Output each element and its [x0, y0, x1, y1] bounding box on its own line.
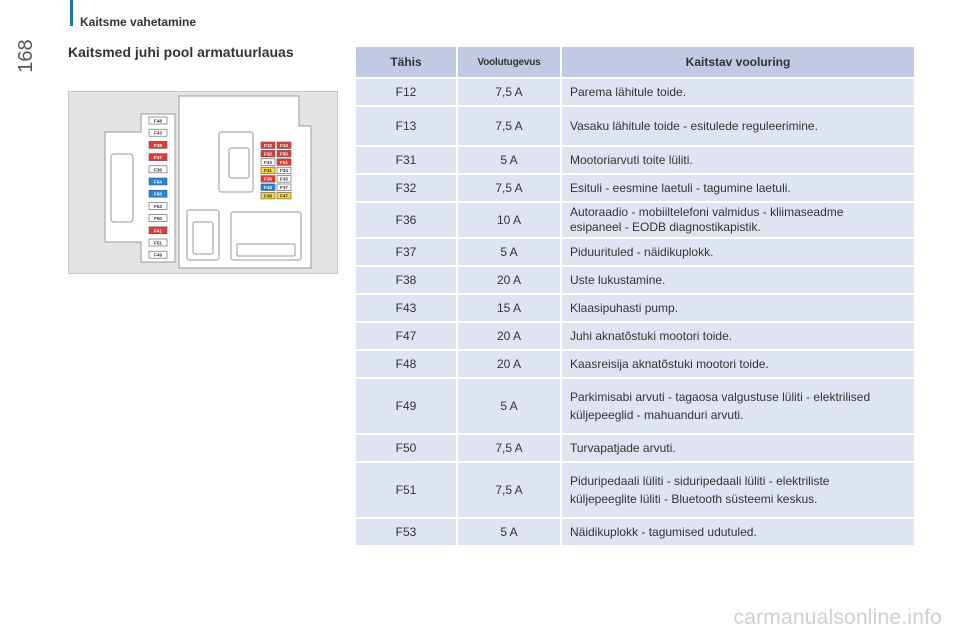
table-row — [356, 79, 914, 107]
right-fuse — [261, 192, 275, 199]
fuse-amperage-cell: 5 A — [458, 147, 562, 175]
left-fuse — [149, 251, 167, 258]
left-fuse — [149, 154, 167, 161]
fuse-description-cell — [562, 323, 914, 351]
fuse-description-cell — [562, 379, 914, 435]
right-fuse — [277, 167, 291, 174]
fusebox-inner-block-2 — [229, 148, 249, 178]
right-fuse-label: F38 — [264, 193, 272, 199]
table-row — [356, 379, 914, 435]
left-fuse — [149, 202, 167, 209]
right-fuse — [277, 150, 291, 157]
left-fuse — [149, 117, 167, 124]
right-fuse-label: F47 — [280, 193, 288, 199]
fuse-description-cell — [562, 463, 914, 519]
right-fuse-label: F50 — [280, 151, 288, 157]
fuse-description-line: küljepeeglite lüliti - Bluetooth süsteemi keskus. — [570, 492, 818, 506]
fuse-amperage-cell: 20 A — [458, 267, 562, 295]
watermark: carmanualsonline.info — [733, 606, 942, 629]
right-fuse — [277, 184, 291, 191]
fuse-amperage-cell: 7,5 A — [458, 435, 562, 463]
fuse-description-line: Näidikuplokk - tagumised udutuled. — [570, 524, 757, 539]
left-fuse — [149, 239, 167, 246]
running-head: Kaitsme vahetamine — [80, 15, 197, 29]
section-title: Kaitsmed juhi pool armatuurlauas — [68, 44, 294, 60]
side-accent-bar — [70, 0, 73, 26]
table-row — [356, 147, 914, 175]
right-fuse-label: F31 — [264, 168, 272, 174]
right-fuse-label: F43 — [264, 185, 272, 190]
fuse-description-cell — [562, 295, 914, 323]
fuse-description-line: Piduurituled - näidikuplokk. — [570, 244, 714, 259]
table-row — [356, 323, 914, 351]
header-kaitstav-vooluring: Kaitstav vooluring — [562, 47, 914, 79]
table-row — [356, 203, 914, 239]
fuse-id-cell: F38 — [356, 267, 458, 295]
fuse-description-cell — [562, 79, 914, 107]
fusebox-diagram — [68, 91, 338, 274]
table-row — [356, 519, 914, 547]
fuse-amperage-cell: 20 A — [458, 323, 562, 351]
fuse-description-cell — [562, 267, 914, 295]
fuse-description-line: Kaasreisija aknatõstuki mootori toide. — [570, 356, 769, 371]
fuse-description-line: Parema lähitule toide. — [570, 84, 687, 99]
table-row — [356, 351, 914, 379]
left-fuse-label: F37 — [154, 155, 162, 161]
fuse-description-line: Piduripedaali lüliti - siduripedaali lüliti - elektriliste — [570, 474, 830, 488]
left-fuse-label: F50 — [154, 216, 162, 222]
fuse-amperage-cell: 7,5 A — [458, 175, 562, 203]
right-fuse — [261, 150, 275, 157]
left-fuse-label: F43 — [154, 130, 162, 136]
fuse-id-cell: F31 — [356, 147, 458, 175]
right-fuse-label: F36 — [264, 176, 272, 182]
left-fuse-label: F38 — [154, 142, 162, 148]
fuse-id-cell: F13 — [356, 107, 458, 147]
fuse-description-cell — [562, 175, 914, 203]
table-row — [356, 239, 914, 267]
fuse-table — [356, 47, 914, 547]
table-header-row — [356, 47, 914, 79]
fuse-description-line: Parkimisabi arvuti - tagaosa valgustuse lüliti - elektrilised — [570, 390, 871, 404]
table-row — [356, 175, 914, 203]
right-fuse — [277, 159, 291, 166]
fuse-amperage-cell: 5 A — [458, 379, 562, 435]
right-fuse — [261, 184, 275, 191]
left-fuse-label: F48 — [154, 118, 162, 124]
fuse-description-line: Vasaku lähitule toide - esitulede reguleerimine. — [570, 118, 818, 133]
page-number: 168 — [15, 39, 37, 73]
fuse-description-cell — [562, 239, 914, 267]
right-fuse — [261, 167, 275, 174]
left-fuse — [149, 215, 167, 222]
left-fuse — [149, 227, 167, 234]
right-fuse-label: F34 — [280, 168, 288, 174]
fuse-id-cell: F37 — [356, 239, 458, 267]
fuse-description-cell — [562, 435, 914, 463]
header-tahis: Tähis — [356, 47, 458, 79]
fuse-id-cell: F36 — [356, 203, 458, 239]
right-fuse-label: F12 — [264, 143, 272, 148]
fuse-description-line: Mootoriarvuti toite lüliti. — [570, 152, 693, 167]
fuse-id-cell: F47 — [356, 323, 458, 351]
fuse-id-cell: F12 — [356, 79, 458, 107]
fusebox-relay-2 — [193, 222, 213, 254]
fuse-description-cell — [562, 351, 914, 379]
left-fuse-label: F53 — [154, 203, 162, 209]
fuse-id-cell: F50 — [356, 435, 458, 463]
fusebox-left-connector — [111, 154, 133, 222]
table-row — [356, 107, 914, 147]
fuse-description-line: Turvapatjade arvuti. — [570, 440, 676, 455]
fuse-description-line: Juhi aknatõstuki mootori toide. — [570, 328, 733, 343]
left-fuse — [149, 141, 167, 148]
fuse-description-line: esipaneel - EODB diagnostikapistik. — [570, 220, 761, 234]
fuse-description-line: Uste lukustamine. — [570, 272, 666, 287]
header-voolutugevus: Voolutugevus — [458, 47, 562, 79]
fuse-amperage-cell: 5 A — [458, 239, 562, 267]
right-fuse-label: F32 — [264, 151, 272, 157]
table-row — [356, 295, 914, 323]
right-fuse-label: F51 — [280, 159, 288, 165]
fuse-id-cell: F43 — [356, 295, 458, 323]
fuse-description-cell — [562, 107, 914, 147]
right-fuse-label: F35 — [280, 176, 288, 182]
fuse-description-cell — [562, 519, 914, 547]
fuse-id-cell: F49 — [356, 379, 458, 435]
table-row — [356, 435, 914, 463]
fuse-description-cell — [562, 203, 914, 239]
fuse-amperage-cell: 7,5 A — [458, 79, 562, 107]
left-fuse-label: F51 — [154, 240, 162, 246]
fuse-amperage-cell: 20 A — [458, 351, 562, 379]
right-fuse-label: F13 — [280, 143, 288, 148]
right-fuse-label: F37 — [280, 185, 288, 190]
right-fuse — [261, 159, 275, 166]
left-fuse-label: F41 — [154, 228, 162, 234]
right-fuse-label: F33 — [264, 159, 272, 165]
right-fuse — [277, 176, 291, 183]
fuse-amperage-cell: 7,5 A — [458, 107, 562, 147]
fuse-id-cell: F48 — [356, 351, 458, 379]
fuse-amperage-cell: 15 A — [458, 295, 562, 323]
table-row — [356, 463, 914, 519]
right-fuse — [277, 142, 291, 149]
fuse-id-cell: F32 — [356, 175, 458, 203]
fusebox-illustration — [69, 92, 337, 273]
fuse-description-line: Esituli - eesmine laetuli - tagumine laetuli. — [570, 180, 791, 195]
right-fuse — [261, 176, 275, 183]
fuse-amperage-cell: 10 A — [458, 203, 562, 239]
left-fuse — [149, 129, 167, 136]
left-fuse-label: F36 — [154, 167, 162, 173]
fuse-description-line: Autoraadio - mobiiltelefoni valmidus - kliimaseadme — [570, 205, 844, 219]
table-row — [356, 267, 914, 295]
fuse-amperage-cell: 7,5 A — [458, 463, 562, 519]
fusebox-bottom-slot — [237, 244, 295, 256]
left-fuse-label: F66 — [154, 191, 162, 197]
fuse-description-cell — [562, 147, 914, 175]
left-fuse — [149, 178, 167, 185]
right-fuse — [261, 142, 275, 149]
left-fuse-label: F64 — [154, 179, 162, 185]
fuse-description-line: Klaasipuhasti pump. — [570, 300, 679, 315]
fuse-description-line: küljepeeglid - mahuanduri arvuti. — [570, 408, 744, 422]
fuse-id-cell: F53 — [356, 519, 458, 547]
left-fuse-label: F49 — [154, 252, 162, 258]
right-fuse — [277, 192, 291, 199]
fuse-id-cell: F51 — [356, 463, 458, 519]
left-fuse — [149, 166, 167, 173]
left-fuse — [149, 190, 167, 197]
fuse-amperage-cell: 5 A — [458, 519, 562, 547]
